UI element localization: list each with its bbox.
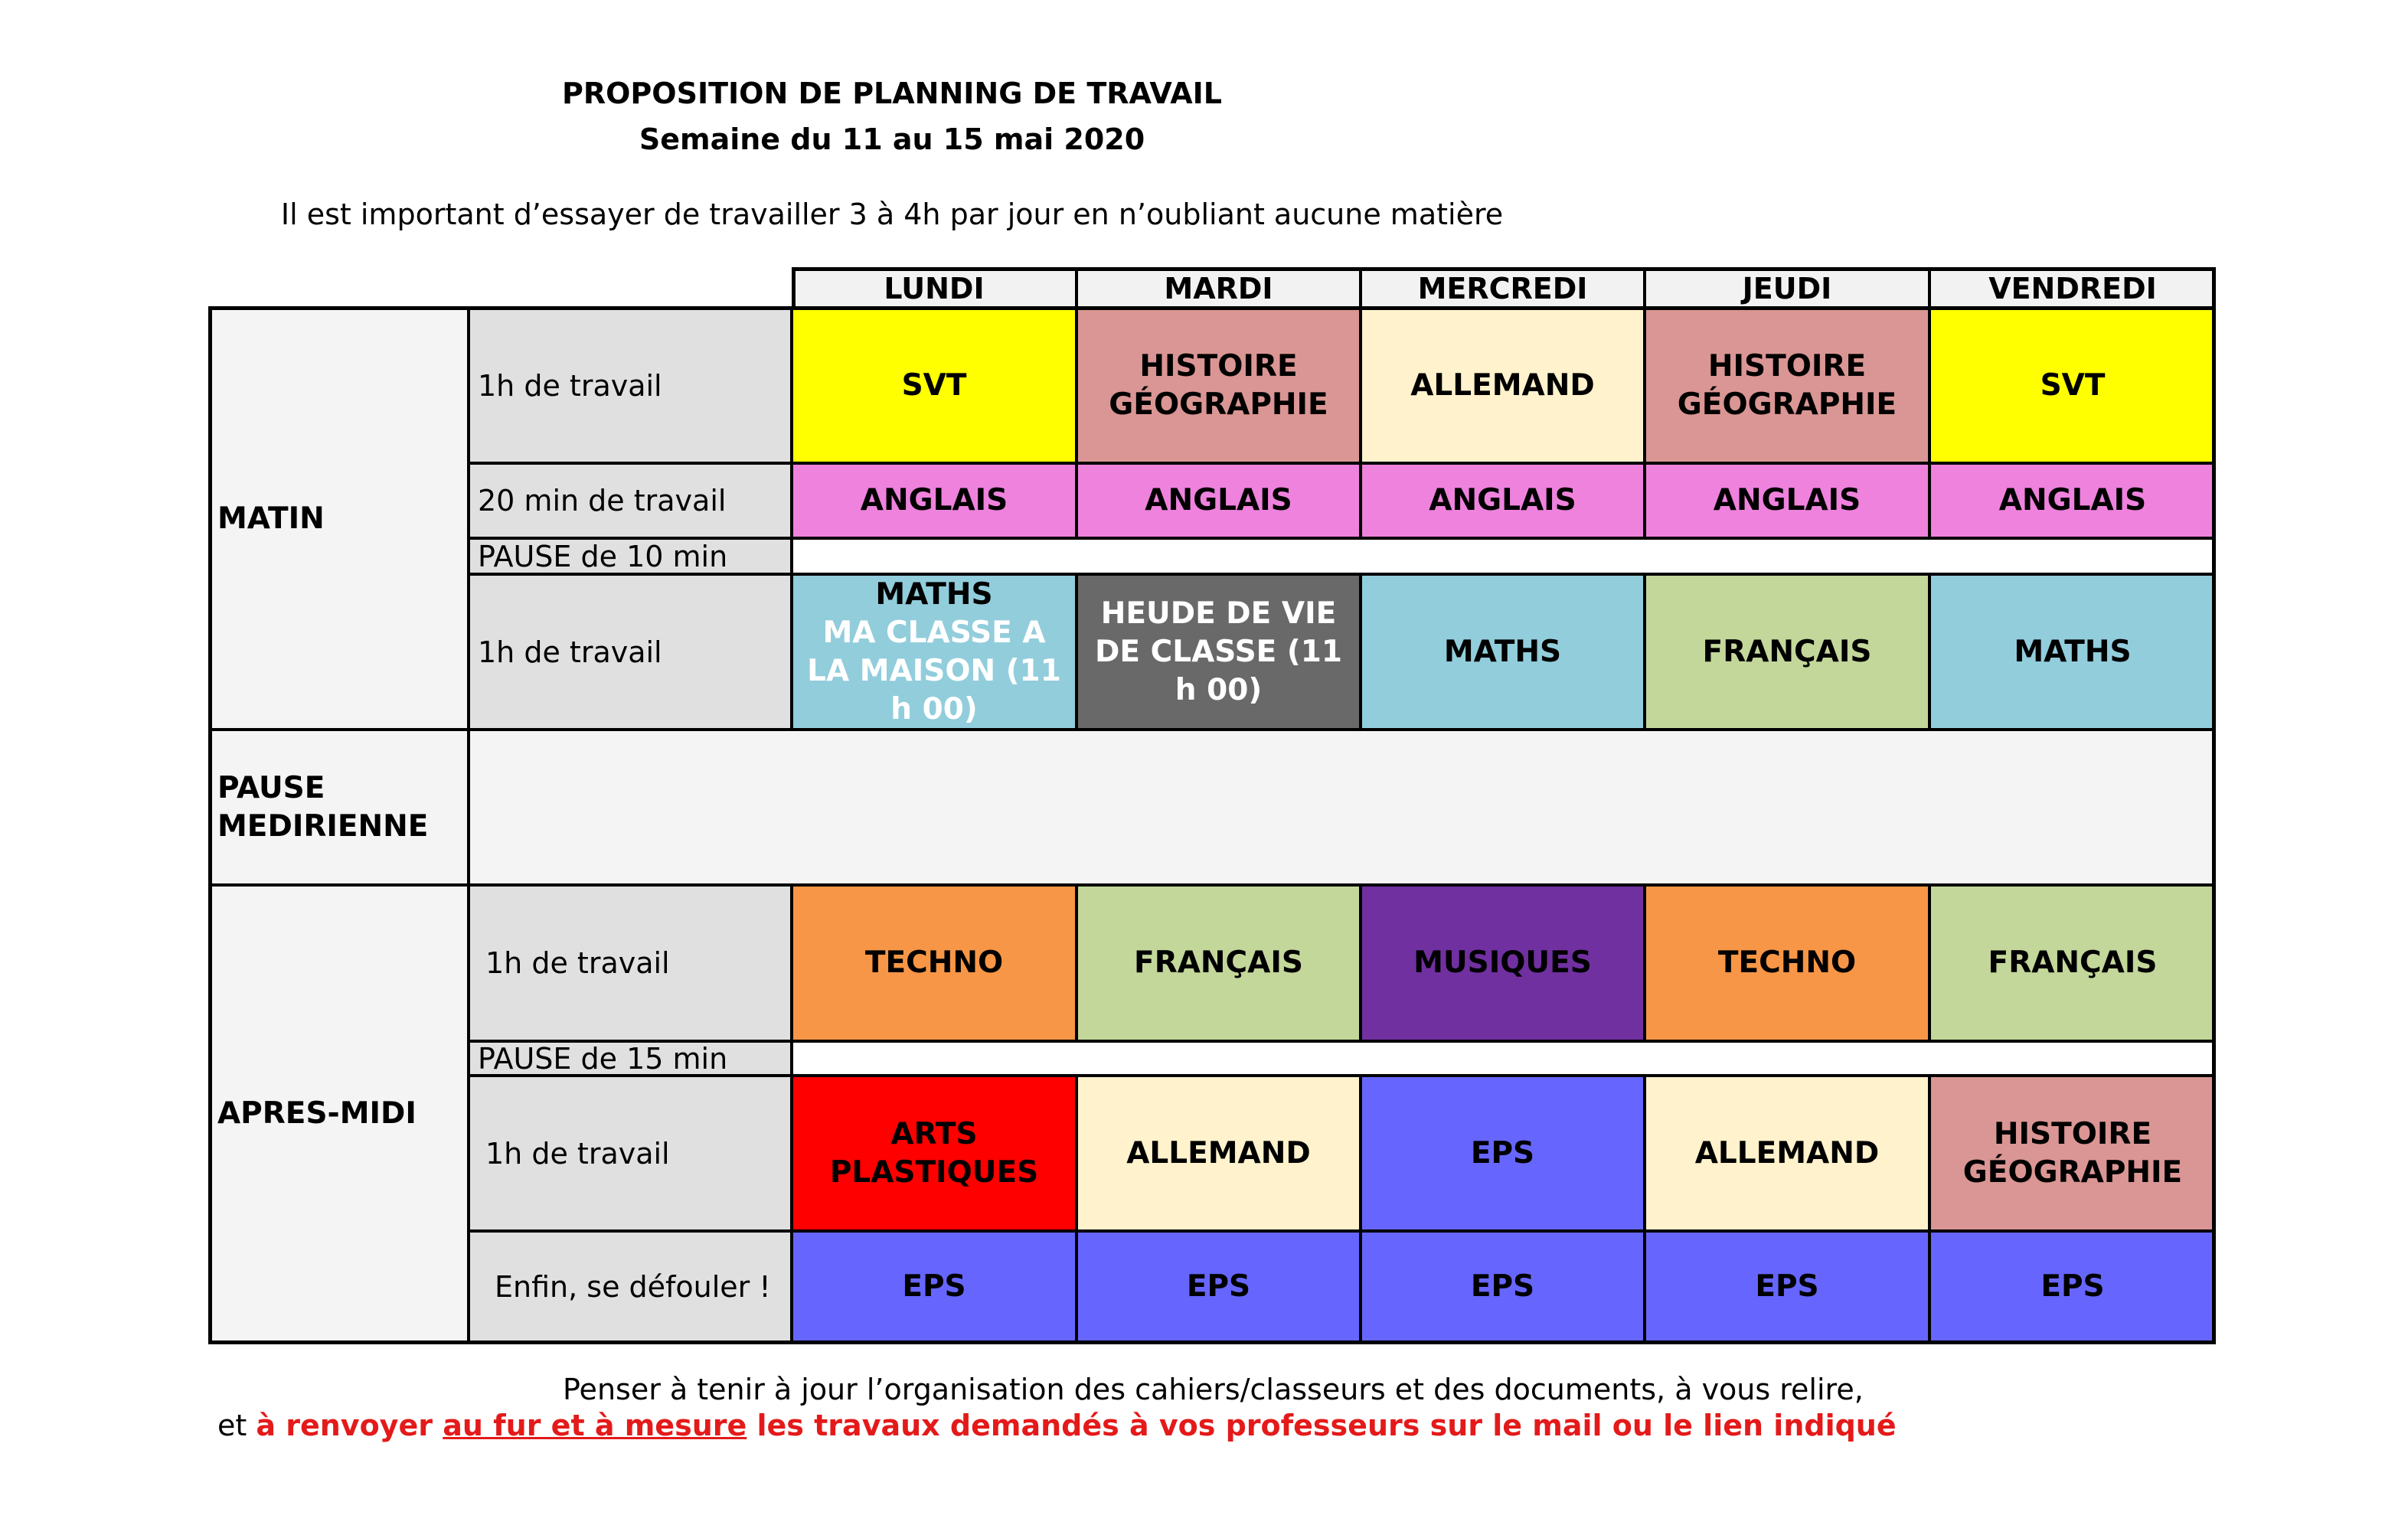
subject-label: ANGLAIS [1429,483,1576,518]
subject-label: MUSIQUES [1413,945,1592,980]
subject-label: FRANÇAIS [1988,945,2158,980]
subject-label: FRANÇAIS [1702,634,1872,669]
subject-label: ANGLAIS [1713,483,1861,518]
subject-note: MA CLASSE A LA MAISON (11 h 00) [807,615,1061,727]
slot-text: 20 min de travail [478,484,727,518]
subject-label: SVT [901,367,967,403]
slot-label-m2 [469,463,792,538]
subject-label: ALLEMAND [1694,1135,1880,1171]
slot-label-m_pause [469,538,792,574]
slot-text: 1h de travail [478,635,662,669]
slot-text: 1h de travail [485,1136,670,1171]
subject-cell-m3-4 [1929,574,2216,730]
subject-cell-m1-0 [792,308,1077,463]
footer-underlined: au fur et à mesure [443,1409,747,1442]
day-header-0 [792,267,1077,308]
subject-cell-m3-0 [792,574,1077,730]
pause-meridienne-area [469,730,2216,885]
subject-cell-m2-4 [1929,463,2216,538]
slot-label-m3 [469,574,792,730]
footer-red-1: à renvoyer [256,1409,443,1442]
slot-text: PAUSE de 15 min [478,1041,728,1076]
subject-label: MATHS [875,576,993,612]
subject-cell-m1-4 [1929,308,2216,463]
subject-label: TECHNO [1717,945,1857,980]
subject-label: EPS [1186,1269,1251,1304]
subject-cell-m2-2 [1361,463,1645,538]
day-header-3 [1645,267,1929,308]
subject-cell-m3-3 [1645,574,1929,730]
subject-cell-a2-4 [1929,1076,2216,1231]
day-label: JEUDI [1742,271,1832,305]
subject-cell-m1-1 [1077,308,1361,463]
subject-label: MATHS [1443,634,1562,669]
subject-label: EPS [902,1269,966,1304]
day-header-4 [1929,267,2216,308]
subject-cell-m1-2 [1361,308,1645,463]
footer-line-1: Penser à tenir à jour l’organisation des cahiers/classeurs et des documents, à vous relire, [563,1373,1864,1406]
subject-label: HISTOIRE GÉOGRAPHIE [1109,348,1328,422]
subject-label: ANGLAIS [1998,483,2147,518]
subject-label: ALLEMAND [1126,1135,1311,1171]
section-label: APRES-MIDI [217,1096,417,1131]
subject-cell-a3-0 [792,1231,1077,1343]
subject-cell-a2-1 [1077,1076,1361,1231]
subject-label: EPS [1470,1135,1535,1171]
slot-label-a1 [469,885,792,1041]
slot-label-m1 [469,308,792,463]
footer-line-2 [217,1409,1897,1442]
subject-label: ALLEMAND [1410,367,1595,403]
subject-cell-a3-2 [1361,1231,1645,1343]
subject-label: EPS [2040,1269,2105,1304]
subject-cell-m2-1 [1077,463,1361,538]
subject-label: EPS [1470,1269,1535,1304]
subject-cell-a1-2 [1361,885,1645,1041]
subject-label: FRANÇAIS [1134,945,1303,980]
section-pause-meridienne [208,730,469,885]
subject-label: ANGLAIS [1145,483,1292,518]
subject-cell-a1-4 [1929,885,2216,1041]
subject-cell-a3-1 [1077,1231,1361,1343]
subject-label: HISTOIRE GÉOGRAPHIE [1962,1116,2183,1190]
subject-cell-m3-1 [1077,574,1361,730]
intro-text: Il est important d’essayer de travailler 3 à 4h par jour en n’oubliant aucune matière [280,198,1504,231]
section-label: MATIN [217,501,325,536]
subject-cell-m2-3 [1645,463,1929,538]
day-label: MERCREDI [1417,271,1588,305]
slot-label-a2 [469,1076,792,1231]
subject-stack [799,576,1069,729]
subject-label: HISTOIRE GÉOGRAPHIE [1677,348,1897,422]
section-label: PAUSE MEDIRIENNE [217,770,429,844]
day-header-2 [1361,267,1645,308]
slot-label-a_pause [469,1041,792,1076]
page-subtitle: Semaine du 11 au 15 mai 2020 [639,122,1145,156]
subject-label: SVT [2040,367,2106,403]
subject-cell-m1-3 [1645,308,1929,463]
subject-label: EPS [1755,1269,1819,1304]
slot-text: PAUSE de 10 min [478,539,728,573]
subject-label: TECHNO [864,945,1004,980]
footer-prefix: et [217,1409,256,1442]
subject-cell-a2-3 [1645,1076,1929,1231]
subject-label: ARTS PLASTIQUES [829,1116,1039,1190]
subject-cell-a2-2 [1361,1076,1645,1231]
slot-text: 1h de travail [478,368,662,403]
page-title: PROPOSITION DE PLANNING DE TRAVAIL [562,77,1222,110]
subject-label: MATHS [2014,634,2132,669]
footer-red-2: les travaux demandés à vos professeurs sur le mail ou le lien indiqué [747,1409,1897,1442]
subject-label: HEUDE DE VIE DE CLASSE (11 h 00) [1095,596,1342,707]
section-matin [208,308,469,730]
day-label: VENDREDI [1988,271,2157,305]
subject-cell-a2-0 [792,1076,1077,1231]
subject-cell-a1-0 [792,885,1077,1041]
pause-row-m_pause [792,538,2216,574]
slot-label-a3 [469,1231,792,1343]
section-apres-midi [208,885,469,1343]
subject-label: ANGLAIS [860,483,1008,518]
slot-text: Enfin, se défouler ! [495,1270,771,1304]
subject-cell-m3-2 [1361,574,1645,730]
subject-cell-a1-1 [1077,885,1361,1041]
pause-row-a_pause [792,1041,2216,1076]
slot-text: 1h de travail [485,946,670,980]
day-label: LUNDI [884,271,985,305]
day-label: MARDI [1164,271,1273,305]
subject-cell-m2-0 [792,463,1077,538]
subject-cell-a3-4 [1929,1231,2216,1343]
day-header-1 [1077,267,1361,308]
subject-cell-a1-3 [1645,885,1929,1041]
subject-cell-a3-3 [1645,1231,1929,1343]
